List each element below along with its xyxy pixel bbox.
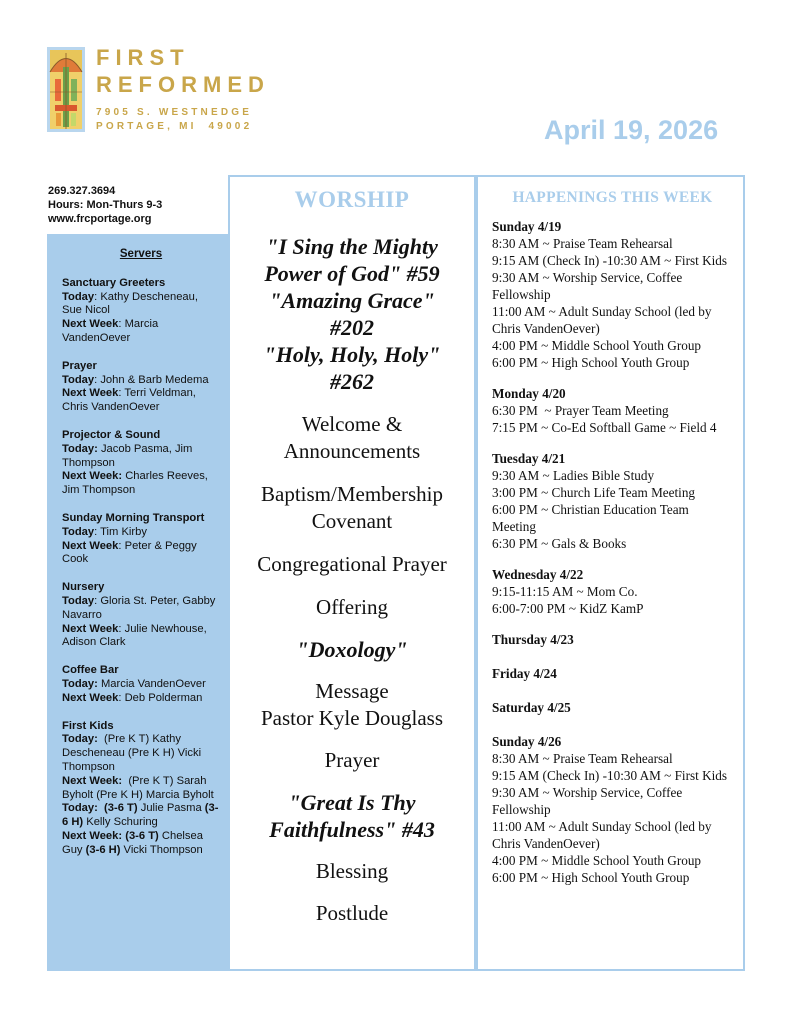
group-title: Projector & Sound bbox=[62, 428, 161, 441]
group-title: First Kids bbox=[62, 719, 114, 732]
welcome-announcements: Welcome & Announcements bbox=[283, 412, 421, 463]
nursery-group bbox=[62, 581, 220, 650]
doxology: "Doxology" bbox=[296, 637, 408, 662]
event: 9:30 AM ~ Worship Service, Coffee Fellowship bbox=[492, 785, 683, 817]
today-label: Today bbox=[62, 594, 95, 607]
bulletin-date: April 19, 2026 bbox=[544, 115, 719, 145]
today-label: Today: bbox=[62, 442, 98, 455]
event: 4:00 PM ~ Middle School Youth Group bbox=[492, 853, 702, 868]
address-line2: PORTAGE, MI 49002 bbox=[96, 121, 253, 132]
event: 9:30 AM ~ Worship Service, Coffee Fellowship bbox=[492, 270, 683, 302]
next-value: : Marcia VandenOever bbox=[62, 318, 159, 344]
event: 9:15 AM (Check In) -10:30 AM ~ First Kids bbox=[492, 768, 727, 783]
day-block bbox=[492, 450, 733, 552]
event: 6:00-7:00 PM ~ KidZ KamP bbox=[492, 601, 644, 616]
next-value: (Pre K T) Sarah Byholt (Pre K H) Marcia Byholt bbox=[62, 774, 214, 801]
next-value: : Peter & Peggy Cook bbox=[62, 539, 197, 566]
day-title: Thursday 4/23 bbox=[492, 632, 574, 647]
group-title: Nursery bbox=[62, 581, 105, 594]
phone: 269.327.3694 bbox=[48, 185, 116, 197]
postlude: Postlude bbox=[315, 901, 389, 925]
day-title: Monday 4/20 bbox=[492, 386, 566, 401]
office-hours: Hours: Mon-Thurs 9-3 bbox=[48, 199, 163, 211]
hymn-4: "Great Is Thy Faithfulness" #43 bbox=[269, 790, 435, 842]
happenings-title: HAPPENINGS THIS WEEK bbox=[512, 189, 713, 206]
next-label: Next Week: (3-6 T) bbox=[62, 829, 159, 842]
event: 9:15 AM (Check In) -10:30 AM ~ First Kids bbox=[492, 253, 727, 268]
prayer-group bbox=[62, 360, 220, 415]
next-value: : Terri Veldman, Chris VandenOever bbox=[62, 387, 196, 414]
church-name-line1: FIRST bbox=[96, 45, 190, 70]
church-name bbox=[96, 44, 270, 98]
today-h-label: (3-6 H) bbox=[62, 802, 219, 829]
pastor-name: Pastor Kyle Douglass bbox=[261, 706, 443, 730]
day-block bbox=[492, 631, 733, 648]
next-label: Next Week bbox=[62, 622, 119, 635]
next-value: Chelsea Guy bbox=[62, 829, 203, 856]
today-value: : Gloria St. Peter, Gabby Navarro bbox=[62, 594, 216, 621]
today-label: Today bbox=[62, 525, 95, 538]
greeters-group bbox=[62, 277, 220, 346]
event: 9:30 AM ~ Ladies Bible Study bbox=[492, 468, 655, 483]
event: 3:00 PM ~ Church Life Team Meeting bbox=[492, 485, 696, 500]
next-value: : Deb Polderman bbox=[118, 691, 203, 704]
website: www.frcportage.org bbox=[48, 213, 152, 225]
day-title: Sunday 4/19 bbox=[492, 219, 562, 234]
next-label: Next Week: bbox=[62, 774, 123, 787]
worship-panel bbox=[228, 175, 476, 971]
event: 6:00 PM ~ Christian Education Team Meeting bbox=[492, 502, 689, 534]
today-value: : Kathy Descheneau, Sue Nicol bbox=[62, 290, 198, 317]
group-title: Coffee Bar bbox=[62, 664, 119, 677]
today-value: Marcia VandenOever bbox=[97, 677, 206, 690]
today-value: Julie Pasma bbox=[137, 802, 205, 815]
group-title: Prayer bbox=[62, 359, 97, 372]
day-block bbox=[492, 699, 733, 716]
day-title: Friday 4/24 bbox=[492, 666, 557, 681]
offering: Offering bbox=[316, 595, 388, 619]
message: Message bbox=[315, 679, 389, 703]
stained-glass-logo bbox=[47, 47, 85, 132]
servers-panel bbox=[47, 234, 228, 971]
next-label: Next Week bbox=[62, 691, 119, 704]
today-label: Today: bbox=[62, 677, 98, 690]
event: 11:00 AM ~ Adult Sunday School (led by Chris VandenOever) bbox=[492, 819, 712, 851]
next-value: Charles Reeves, Jim Thompson bbox=[62, 470, 208, 497]
today-h-value: Kelly Schuring bbox=[83, 816, 158, 829]
transport-group bbox=[62, 512, 220, 567]
today-label: Today bbox=[62, 290, 95, 303]
group-title: Sanctuary Greeters bbox=[62, 276, 166, 289]
coffee-group bbox=[62, 664, 220, 705]
next-label: Next Week bbox=[62, 318, 119, 331]
address-line1: 7905 S. WESTNEDGE bbox=[96, 107, 253, 118]
event: 6:30 PM ~ Gals & Books bbox=[492, 536, 627, 551]
servers-title: Servers bbox=[119, 248, 163, 260]
day-block bbox=[492, 566, 733, 617]
happenings-panel bbox=[476, 175, 745, 971]
event: 8:30 AM ~ Praise Team Rehearsal bbox=[492, 751, 673, 766]
today-label: Today: (3-6 T) bbox=[62, 802, 138, 815]
event: 4:00 PM ~ Middle School Youth Group bbox=[492, 338, 702, 353]
day-title: Sunday 4/26 bbox=[492, 734, 562, 749]
event: 9:15-11:15 AM ~ Mom Co. bbox=[492, 584, 638, 599]
firstkids-group bbox=[62, 720, 220, 858]
event: 11:00 AM ~ Adult Sunday School (led by Chris VandenOever) bbox=[492, 304, 712, 336]
event: 6:30 PM ~ Prayer Team Meeting bbox=[492, 403, 669, 418]
day-block bbox=[492, 733, 733, 886]
hymn-2: "Amazing Grace" #202 bbox=[269, 288, 435, 340]
event: 6:00 PM ~ High School Youth Group bbox=[492, 355, 690, 370]
event: 8:30 AM ~ Praise Team Rehearsal bbox=[492, 236, 673, 251]
church-name-line2: REFORMED bbox=[96, 72, 270, 97]
today-label: Today bbox=[62, 373, 95, 386]
hymn-3: "Holy, Holy, Holy" #262 bbox=[263, 342, 441, 394]
day-block bbox=[492, 218, 733, 371]
day-title: Tuesday 4/21 bbox=[492, 451, 566, 466]
worship-title: WORSHIP bbox=[294, 187, 410, 212]
today-value: : John & Barb Medema bbox=[94, 373, 209, 386]
blessing: Blessing bbox=[315, 859, 389, 883]
congregational-prayer: Congregational Prayer bbox=[257, 552, 447, 576]
today-value: Jacob Pasma, Jim Thompson bbox=[62, 442, 193, 469]
event: 6:00 PM ~ High School Youth Group bbox=[492, 870, 690, 885]
today-label: Today: bbox=[62, 733, 98, 746]
event: 7:15 PM ~ Co-Ed Softball Game ~ Field 4 bbox=[492, 420, 717, 435]
prayer: Prayer bbox=[324, 748, 380, 772]
contact-info bbox=[48, 184, 162, 226]
baptism-covenant: Baptism/Membership Covenant bbox=[261, 482, 443, 533]
next-value: : Julie Newhouse, Adison Clark bbox=[62, 622, 207, 649]
day-block bbox=[492, 385, 733, 436]
hymn-1: "I Sing the Mighty Power of God" #59 bbox=[264, 234, 440, 286]
today-value: (Pre K T) Kathy Descheneau (Pre K H) Vicki Thompson bbox=[62, 733, 204, 773]
projector-group bbox=[62, 429, 220, 498]
next-h-label: (3-6 H) bbox=[85, 843, 121, 856]
next-h-value: Vicki Thompson bbox=[120, 843, 203, 856]
group-title: Sunday Morning Transport bbox=[62, 511, 205, 524]
today-value: : Tim Kirby bbox=[94, 525, 147, 538]
day-title: Wednesday 4/22 bbox=[492, 567, 584, 582]
next-label: Next Week: bbox=[62, 470, 123, 483]
next-label: Next Week bbox=[62, 387, 119, 400]
church-address bbox=[96, 106, 252, 134]
day-title: Saturday 4/25 bbox=[492, 700, 571, 715]
day-block bbox=[492, 665, 733, 682]
next-label: Next Week bbox=[62, 539, 119, 552]
